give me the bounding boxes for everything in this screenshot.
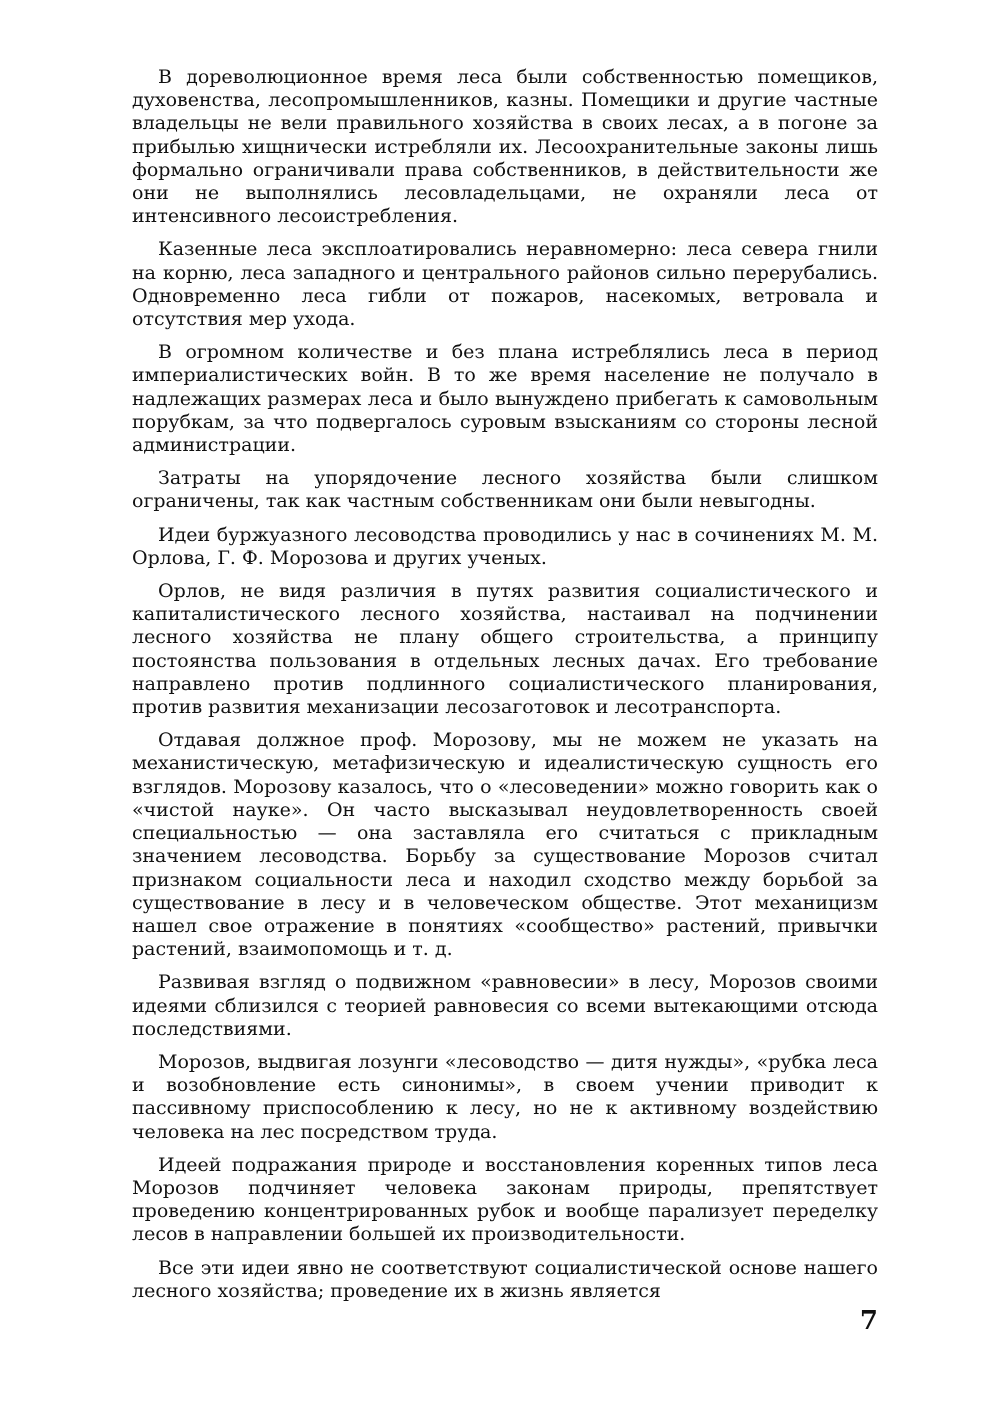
paragraph: В огромном количестве и без плана истреблялись леса в период империалистических войн. В то же время население не получало в надлежащих размерах леса и было вынуждено прибегать к самовольным порубкам, за что подвергалось суровым взысканиям со стороны лесной администрации. — [132, 341, 878, 457]
paragraph: В дореволюционное время леса были собственностью помещиков, духовенства, лесопромышленников, казны. Помещики и другие частные владельцы не вели правильного хозяйства в своих лесах, а в погоне за прибылью хищнически истребляли их. Лесоохранительные законы лишь формально ограничивали права собственников, в действительности же они не выполнялись лесовладельцами, не охраняли леса от интенсивного лесоистребления. — [132, 66, 878, 228]
paragraph: Отдавая должное проф. Морозову, мы не можем не указать на механистическую, метафизическую и идеалистическую сущность его взглядов. Морозову казалось, что о «лесоведении» можно говорить как о «чистой науке». Он часто высказывал неудовлетворенность своей специальностью — она заставляла его считаться с прикладным значением лесоводства. Борьбу за существование Морозов считал признаком социальности леса и находил сходство между борьбой за существование в лесу и в человеческом обществе. Этот механицизм нашел свое отражение в понятиях «сообщество» растений, привычки растений, взаимопомощь и т. д. — [132, 729, 878, 961]
paragraph: Идеей подражания природе и восстановления коренных типов леса Морозов подчиняет человека законам природы, препятствует проведению концентрированных рубок и вообще парализует переделку лесов в направлении большей их производительности. — [132, 1153, 878, 1246]
paragraph: Затраты на упорядочение лесного хозяйства были слишком ограничены, так как частным собственникам они были невыгодны. — [132, 467, 878, 513]
paragraph: Казенные леса эксплоатировались неравномерно: леса севера гнили на корню, леса западного и центрального районов сильно перерубались. Одновременно леса гибли от пожаров, насекомых, ветровала и отсутствия мер ухода. — [132, 238, 878, 331]
page-number: 7 — [859, 1306, 878, 1336]
paragraph: Морозов, выдвигая лозунги «лесоводство — дитя нужды», «рубка леса и возобновление есть синонимы», в своем учении приводит к пассивному приспособлению к лесу, но не к активному воздействию человека на лес посредством труда. — [132, 1050, 878, 1143]
page-body — [132, 66, 878, 1313]
paragraph: Все эти идеи явно не соответствуют социалистической основе нашего лесного хозяйства; проведение их в жизнь является — [132, 1256, 878, 1302]
paragraph: Идеи буржуазного лесоводства проводились у нас в сочинениях М. М. Орлова, Г. Ф. Морозова и других ученых. — [132, 523, 878, 569]
paragraph: Орлов, не видя различия в путях развития социалистического и капиталистического лесного хозяйства, настаивал на подчинении лесного хозяйства не плану общего строительства, а принципу постоянства пользования в отдельных лесных дачах. Его требование направлено против подлинного социалистического планирования, против развития механизации лесозаготовок и лесотранспорта. — [132, 580, 878, 719]
paragraph: Развивая взгляд о подвижном «равновесии» в лесу, Морозов своими идеями сблизился с теорией равновесия со всеми вытекающими отсюда последствиями. — [132, 971, 878, 1040]
